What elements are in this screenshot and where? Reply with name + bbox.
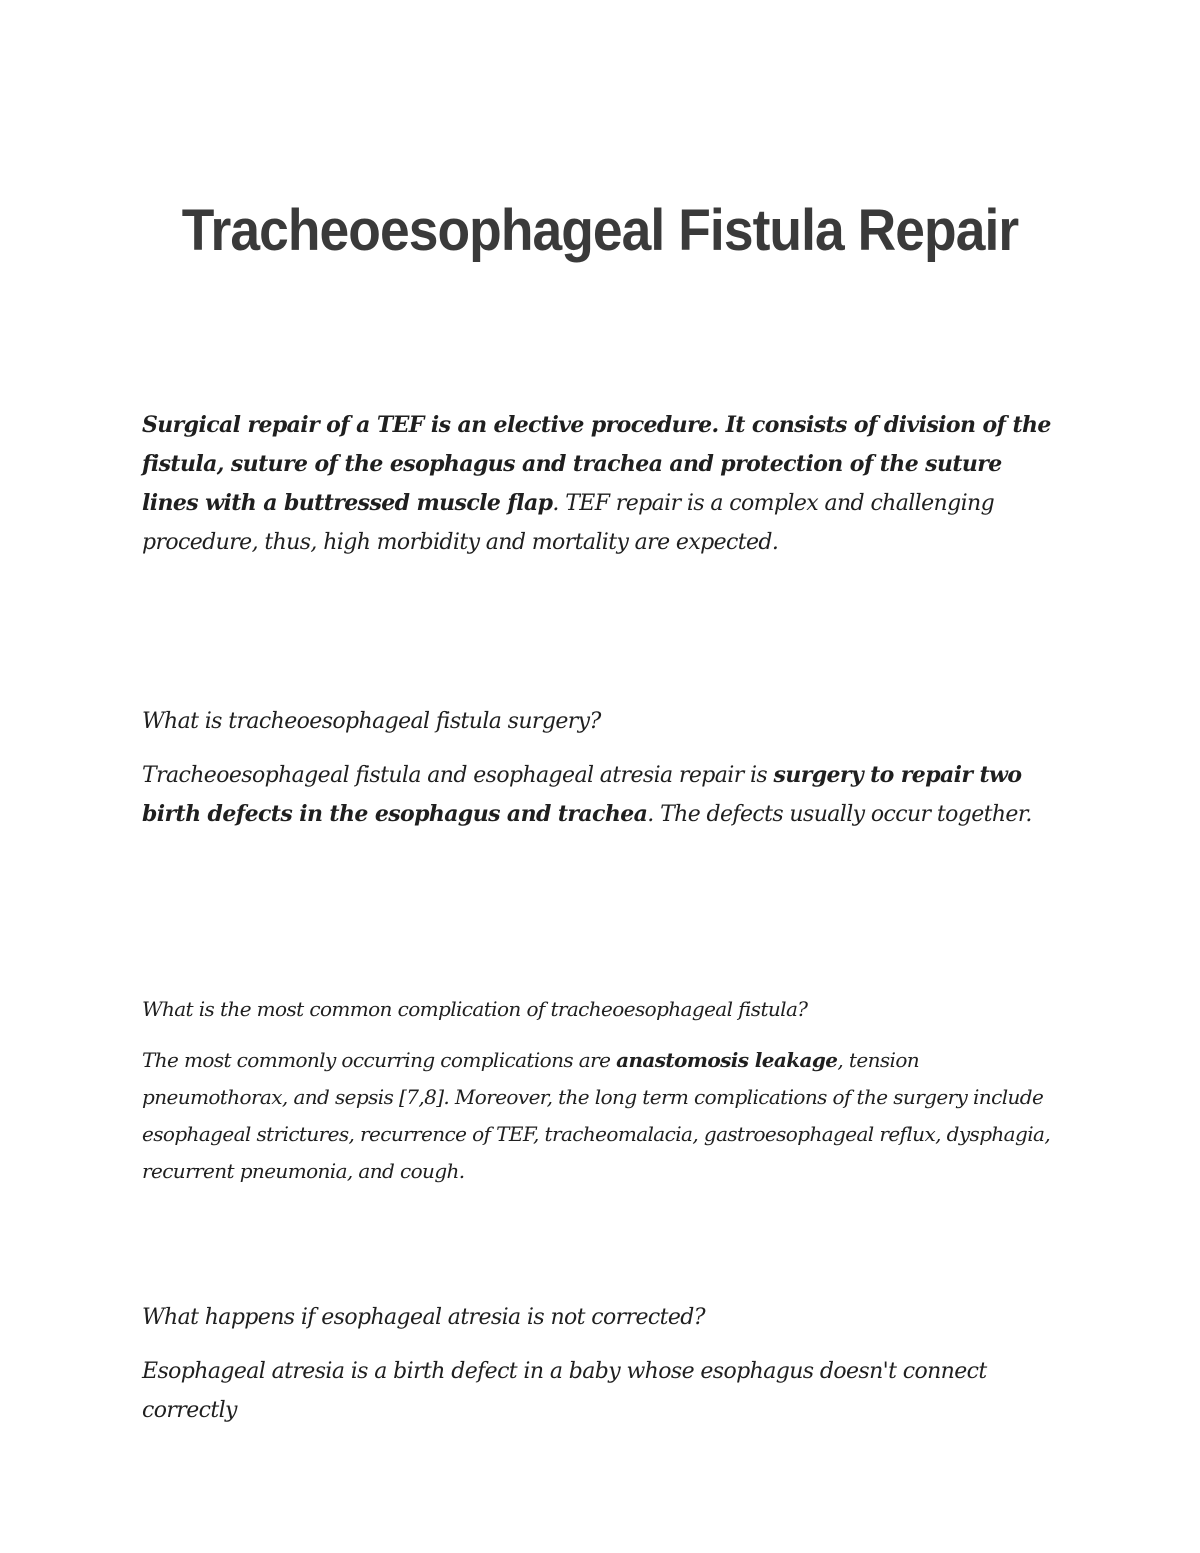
section-question: What happens if esophageal atresia is not corrected?	[142, 1305, 705, 1330]
answer-bold-text: anastomosis leakage	[616, 1048, 838, 1072]
answer-text: Esophageal atresia is a birth defect in a baby whose esophagus doesn't connect correctly	[142, 1359, 987, 1423]
answer-text: Tracheoesophageal fistula and esophageal atresia repair is	[142, 763, 774, 788]
intro-bold-text: Surgical repair of a TEF is an elective procedure. It consists of division of the fistula, suture of the esophagus and trachea and protection of the suture lines with a buttressed muscle flap	[142, 412, 1051, 516]
intro-paragraph-block	[142, 406, 1062, 562]
section-answer	[142, 1042, 1062, 1190]
page-title: Tracheoesophageal Fistula Repair	[181, 198, 1019, 263]
section-atresia-uncorrected	[142, 1302, 1062, 1430]
section-question: What is tracheoesophageal fistula surgery?	[142, 709, 601, 734]
section-complications	[142, 994, 1062, 1190]
answer-text-end: , tension pneumothorax, and sepsis [7,8]. Moreover, the long term complications of the surgery include esophageal strictures, recurrence of TEF, tracheomalacia, gastroesophageal reflux, dysphagia, recurrent pneumonia, and cough.	[142, 1048, 1051, 1183]
intro-rest-text: . TEF repair is a complex and challenging procedure, thus, high morbidity and mortality are expected.	[142, 491, 995, 555]
intro-paragraph	[142, 406, 1062, 562]
section-tef-surgery	[142, 706, 1062, 834]
answer-text: The most commonly occurring complications are	[142, 1048, 617, 1072]
answer-text-end: . The defects usually occur together.	[647, 802, 1032, 827]
section-answer	[142, 1352, 1062, 1430]
section-answer	[142, 756, 1062, 834]
section-question: What is the most common complication of tracheoesophageal fistula?	[142, 997, 808, 1021]
answer-bold-text: surgery to repair two birth defects in the esophagus and trachea	[142, 762, 1022, 827]
